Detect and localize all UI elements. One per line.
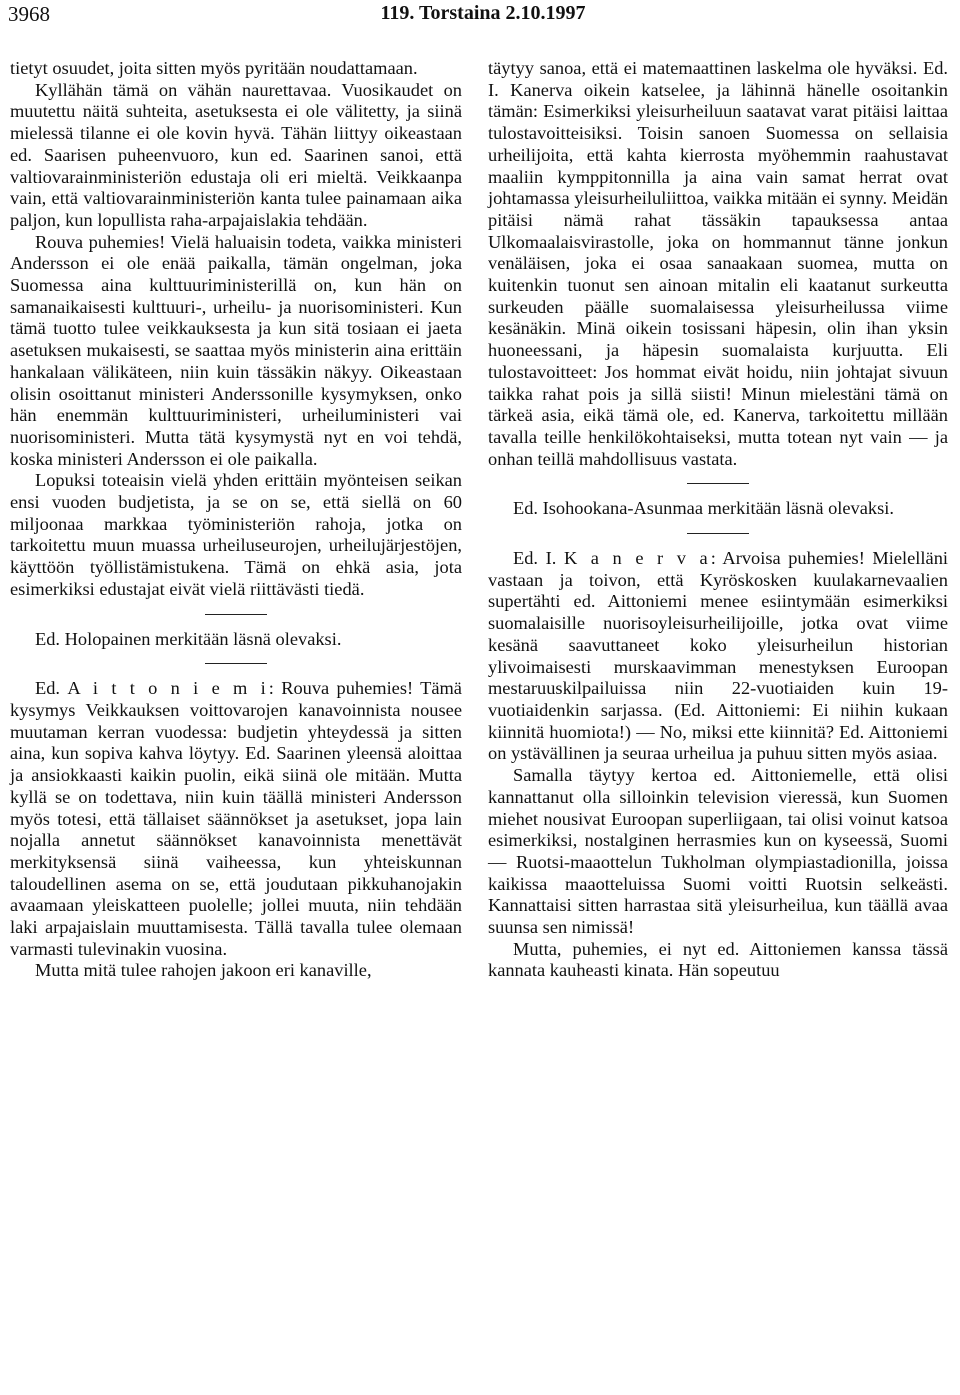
speech-paragraph — [488, 548, 948, 765]
speech-text: Arvoisa puhemies! Mielelläni vastaan ja toivon, että Kyröskosken kuulakarnevaalien supertähti ed. Aittoniemi menee esiintymään esimerkiksi suomalaisille nuorisoyleisurheilijoille, jotka ovat viime kesänä saavuttaneet koko yleisurheilun historian ylivoimaisesti murskaavimman menestyksen Euroopan mestaruuskilpailuissa niin 22-vuotiaiden kuin 19-vuotiaidenkin sarjassa. (Ed. Aittoniemi: Ei niihin kukaan kiinnitä huomiota!) — No, miksi ette kiinnitä? Ed. Aittoniemi on ystävällinen ja seuraa urheilua ja puhuu sitten myös asiaa. — [488, 548, 948, 764]
paragraph: Rouva puhemies! Vielä haluaisin todeta, vaikka ministeri Andersson ei ole enää paikalla, tämän ongelman, joka Suomessa aina kulttuuriministerillä on, kun hän on samanaikaisesti kulttuuri-, urheilu- ja nuorisoministeri. Kun tämä tuotto tulee veikkauksesta ja kun sitä tosiaan ei jaeta asetuksen mukaisesti, se saattaa myös ministerin aina erittäin hankalaan välikäteen, niin kuin tässäkin näkyy. Oikeastaan olisin osoittanut ministeri Anderssonille kysymyksen, onko hän enemmän kulttuuriministeri, urheiluministeri vai nuorisoministeri. Mutta tätä kysymystä nyt en voi tehdä, koska ministeri Andersson ei ole paikalla. — [10, 231, 462, 469]
attendance-notice: Ed. Holopainen merkitään läsnä olevaksi. — [35, 628, 342, 649]
speech-text: Rouva puhemies! Tämä kysymys Veikkauksen voittovarojen kanavoinnista nousee muutaman kerran vuodessa: budjetin yhteydessä ja sitten aina, kun sopiva kahva löytyy. Ed. Saarinen yleensä aloittaa ja ansiokkaasti kaikin puolin, eikä siinä ole mitään. Mutta kyllä se on todettava, niin kuin täällä ministeri Andersson myös totesi, että tällaiset säännökset ja asetukset, jopa lain nojalla annetut säännökset kanavoinnista menettävät merkityksensä siinä vaiheessa, kun yhteiskunnan taloudellinen asema on se, että joudutaan pikkuhanojakin avaamaan yleiskatteen puolelle; jollei muuta, niin tehdään laki arpajaislain muuttamisesta. Tällä tavalla tulee olemaan varmasti tulevinakin vuosina. — [10, 678, 462, 959]
section-divider — [687, 533, 749, 534]
paragraph: Lopuksi toteaisin vielä yhden erittäin myönteisen seikan ensi vuoden budjetista, ja se on se, että siellä on 60 miljoonaa markkaa työministeriön rahoja, jotka on tarkoitettu muun muassa urheiluseurojen, urheilujärjestöjen, käyttöön työllistämistukena. Tämä on ehkä asia, jota esimerkiksi edustajat eivät vielä riittävästi tiedä. — [10, 470, 462, 599]
speaker-prefix: Ed. — [35, 678, 61, 699]
running-head: 119. Torstaina 2.10.1997 — [380, 2, 586, 24]
section-divider — [205, 663, 267, 664]
paragraph: Kyllähän tämä on vähän naurettavaa. Vuosikaudet on muutettu näitä suhteita, asetuksesta ei ole välitetty, ja siinä mielessä tilanne ei ole kovin hyvä. Tähän liittyy oikeastaan ed. Saarisen puheenvuoro, kun ed. Saarinen sanoi, että valtiovarainministeriön edustaja oli eri mieltä. Veikkaanpa vain, että valtiovarainministeriön kanta tulee painamaan aika paljon, kun lopullista raha-arpajaislakia tehdään. — [10, 79, 462, 230]
paragraph: Samalla täytyy kertoa ed. Aittoniemelle, että olisi kannattanut olla silloinkin television vieressä, kun Suomen miehet nousivat Euroopan superliigaan, tai olisi voinut katsoa esimerkiksi, nostalginen herrasmies kun on kyseessä, Suomi — Ruotsi-maaottelun Tukholman olympiastadionilla, joissa kaikissa maaotteluissa Suomi voitti Ruotsin selkeästi. Kannattaisi sitten harrastaa sitä yleisurheilua, kun täällä avaa suunsa sen nimissä! — [488, 765, 948, 938]
speaker-prefix: Ed. I. — [513, 548, 557, 569]
paragraph: Mutta, puhemies, ei nyt ed. Aittoniemen kanssa tässä kannata kauheasti kinata. Hän sopeutuu — [488, 938, 948, 981]
speaker-name: A i t t o n i e m i — [67, 678, 269, 699]
right-column — [488, 58, 948, 982]
paragraph: täytyy sanoa, että ei matemaattinen laskelma ole hyväksi. Ed. I. Kanerva oikein katselee, ja lähinnä hänelle osoitankin tämän: Esimerkiksi yleisurheiluun saatavat varat pitäisi laittaa tulostavoitteisiksi. Toisin sanoen Suomessa on sellaisia urheilijoita, että kahta kierrosta myöhemmin raahustavat maaliin kymppitonnilla ja aina vain samat herrat ovat johtamassa yleisurheiluliittoa, vaikka mitään ei synny. Meidän pitäisi nämä rahat tässäkin tapauksessa antaa Ulkomaalaisvirastolle, joka on hommannut tänne jonkun venäläisen, joka ei osaa sanaakaan suomea, mutta on kuitenkin tuonut sen ainoan mitalin eli kaatanut surkeutta surkeuden päälle suomalaisessa yleisurheilussa viime kesänäkin. Minä oikein tosissani häpesin, olin ihan yksin huoneessani, ja häpesin suomalaista kurjuutta. Eli tulostavoitteet: Jos hommat eivät hoidu, niin johtajat sivuun taikka rahat pois ja sillä siisti! Minun mielestäni tämä on tärkeä asia, eikä tämä ole, ed. Kanerva, tarkoitettu millään tavalla teille henkilökohtaiseksi, mutta totean nyt vain — ja onhan teillä mahdollisuus vastata. — [488, 58, 948, 469]
speaker-colon: : — [268, 678, 274, 699]
section-divider — [205, 614, 267, 615]
paragraph: Mutta mitä tulee rahojen jakoon eri kanaville, — [35, 960, 372, 981]
section-divider — [687, 483, 749, 484]
page-number: 3968 — [8, 2, 50, 26]
speaker-colon: : — [710, 548, 716, 569]
left-column — [10, 58, 462, 982]
speaker-name: K a n e r v a — [563, 548, 711, 569]
attendance-notice: Ed. Isohookana-Asunmaa merkitään läsnä olevaksi. — [513, 498, 894, 519]
speech-paragraph — [10, 678, 462, 960]
paragraph: tietyt osuudet, joita sitten myös pyritään noudattamaan. — [10, 58, 418, 78]
